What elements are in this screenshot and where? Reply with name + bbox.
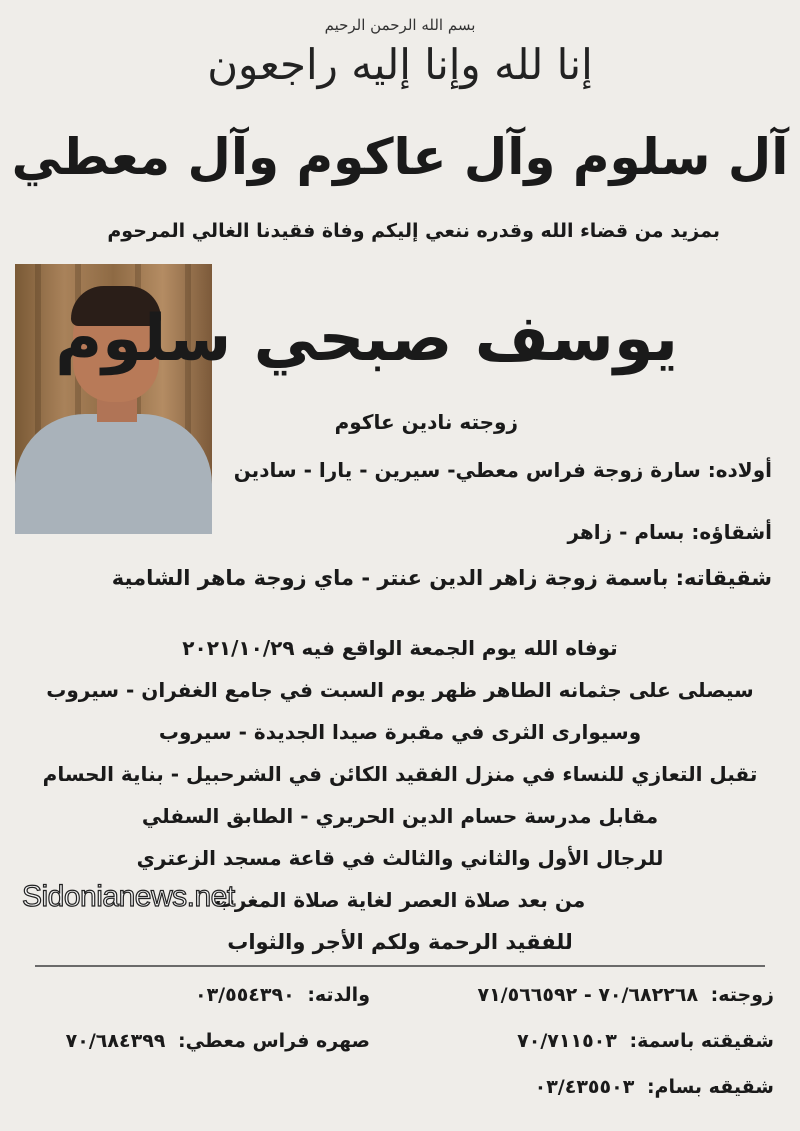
burial-line: وسيوارى الثرى في مقبرة صيدا الجديدة - سيروب xyxy=(158,720,642,744)
contact-mother xyxy=(195,984,370,1006)
contact-number: ٠٣/٤٣٥٥٠٣ xyxy=(534,1076,635,1098)
contact-number: ٠٣/٥٥٤٣٩٠ xyxy=(194,984,295,1006)
children-line: أولاده: سارة زوجة فراس معطي- سيرين - يارا - سادين xyxy=(233,458,772,482)
contact-brother-bassam xyxy=(535,1076,774,1098)
contact-label: شقيقته باسمة: xyxy=(629,1030,774,1052)
contact-number: ٧٠/٦٨٢٢٦٨ - ٧١/٥٦٦٥٩٢ xyxy=(477,984,699,1006)
contact-label: والدته: xyxy=(307,984,370,1006)
address-line: مقابل مدرسة حسام الدين الحريري - الطابق السفلي xyxy=(141,804,659,828)
contact-number: ٧٠/٧١١٥٠٣ xyxy=(517,1030,617,1052)
families-title: آل سلوم وآل عاكوم وآل معطي xyxy=(11,128,789,186)
wife-line: زوجته نادين عاكوم xyxy=(334,410,518,434)
men-condolences-line: للرجال الأول والثاني والثالث في قاعة مسجد الزعتري xyxy=(136,846,664,870)
death-date-line: توفاه الله يوم الجمعة الواقع فيه ٢٠٢١/١٠/٢٩ xyxy=(182,636,618,660)
prayer-line: سيصلى على جثمانه الطاهر ظهر يوم السبت في جامع الغفران - سيروب xyxy=(46,678,754,702)
intro-text: بمزيد من قضاء الله وقدره ننعي إليكم وفاة فقيدنا الغالي المرحوم xyxy=(107,220,720,242)
contact-son-in-law xyxy=(66,1030,370,1052)
closing-line: للفقيد الرحمة ولكم الأجر والثواب xyxy=(227,930,573,954)
brothers-line: أشقاؤه: بسام - زاهر xyxy=(567,520,772,544)
watermark: Sidonianews.net xyxy=(22,880,235,913)
contact-label: شقيقه بسام: xyxy=(646,1076,774,1098)
women-condolences-line: تقبل التعازي للنساء في منزل الفقيد الكائن في الشرحبيل - بناية الحسام xyxy=(42,762,758,786)
hours-line: من بعد صلاة العصر لغاية صلاة المغرب xyxy=(214,888,586,912)
contact-number: ٧٠/٦٨٤٣٩٩ xyxy=(65,1030,166,1052)
divider xyxy=(35,965,765,967)
basmala: بسم الله الرحمن الرحيم xyxy=(324,16,476,34)
contact-label: زوجته: xyxy=(710,984,774,1006)
contact-label: صهره فراس معطي: xyxy=(178,1030,370,1052)
deceased-name: يوسف صبحي سلوم xyxy=(55,302,678,376)
contact-sister-basima xyxy=(517,1030,774,1052)
quran-verse: إنا لله وإنا إليه راجعون xyxy=(207,40,593,89)
sisters-line: شقيقاته: باسمة زوجة زاهر الدين عنتر - ماي زوجة ماهر الشامية xyxy=(111,566,772,590)
contact-wife xyxy=(477,984,774,1006)
